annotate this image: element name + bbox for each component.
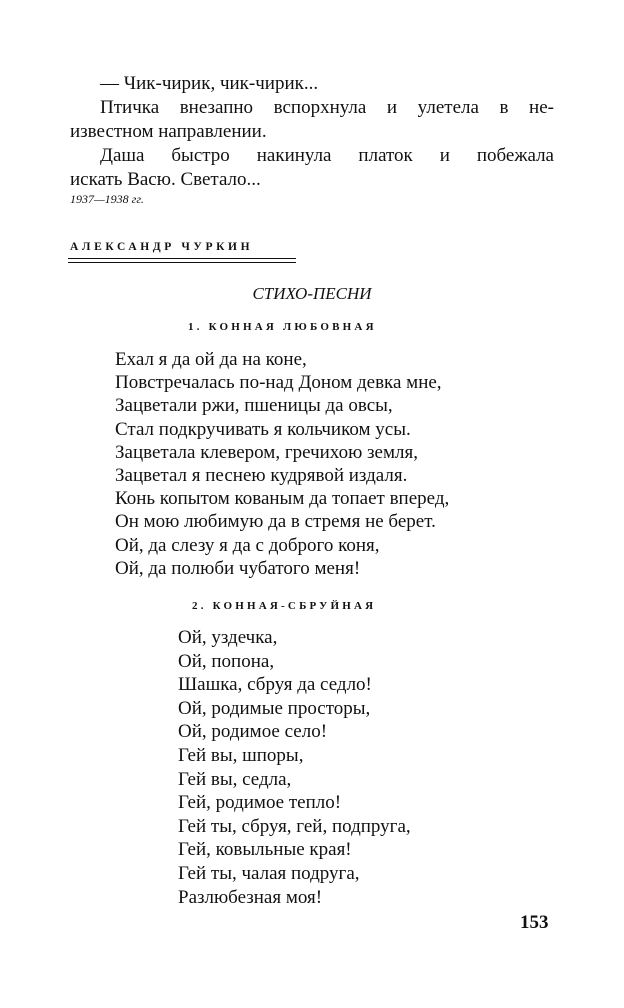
verse-line: Гей, родимое тепло! <box>178 792 342 814</box>
verse-line: Разлюбезная моя! <box>178 886 323 908</box>
verse-line: Стал подкручивать я кольчиком усы. <box>115 418 411 440</box>
prose-line: известном направлении. <box>70 121 267 142</box>
verse-line: Гей, ковыльные края! <box>178 839 352 861</box>
verse-line: Гей вы, седла, <box>178 768 292 790</box>
prose-line: Даша быстро накинула платок и побежала <box>100 145 554 166</box>
verse-line: Он мою любимую да в стремя не берет. <box>115 511 436 533</box>
double-rule-top <box>68 258 296 259</box>
verse-line: Ой, да полюби чубатого меня! <box>115 557 361 579</box>
verse-line: Конь копытом кованым да топает вперед, <box>115 488 450 510</box>
verse-line: Гей вы, шпоры, <box>178 744 304 766</box>
verse-line: Ехал я да ой да на коне, <box>115 349 307 370</box>
verse-line: Шашка, сбруя да седло! <box>178 674 372 696</box>
verse-line: Зацветали ржи, пшеницы да овсы, <box>115 395 393 417</box>
page-number: 153 <box>520 912 549 933</box>
verse-line: Гей ты, сбруя, гей, подпруга, <box>178 815 411 837</box>
verse-line: Ой, попона, <box>178 650 275 672</box>
poem-cycle-title: СТИХО-ПЕСНИ <box>252 284 372 303</box>
verse-line: Повстречалась по-над Доном девка мне, <box>115 372 442 394</box>
section-heading: 1. КОННАЯ ЛЮБОВНАЯ <box>188 321 377 333</box>
verse-line: Ой, родимое село! <box>178 721 328 743</box>
prose-line: — Чик-чирик, чик-чирик... <box>100 73 319 94</box>
poem-1 <box>115 348 449 580</box>
verse-line: Зацветал я песнею кудрявой издаля. <box>115 465 408 487</box>
author-name: АЛЕКСАНДР ЧУРКИН <box>70 241 254 253</box>
poem-2 <box>178 626 411 909</box>
prose-line: искать Васю. Светало... <box>70 169 261 190</box>
date-line: 1937—1938 гг. <box>70 192 144 206</box>
section-heading: 2. КОННАЯ-СБРУЙНАЯ <box>192 600 377 612</box>
verse-line: Ой, родимые просторы, <box>178 697 371 719</box>
verse-line: Гей ты, чалая подруга, <box>178 862 360 884</box>
verse-line: Зацветала клевером, гречихою земля, <box>115 441 418 463</box>
double-rule-bottom <box>68 262 296 263</box>
verse-line: Ой, уздечка, <box>178 627 278 648</box>
prose-line: Птичка внезапно вспорхнула и улетела в не- <box>100 97 554 118</box>
verse-line: Ой, да слезу я да с доброго коня, <box>115 534 380 556</box>
